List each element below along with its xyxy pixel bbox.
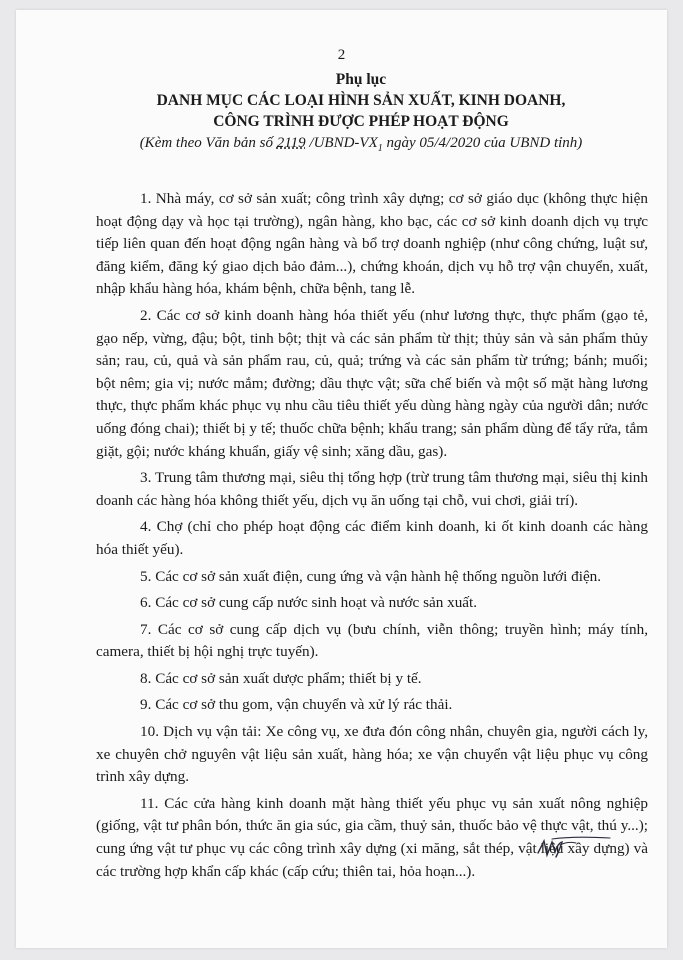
list-item: 5. Các cơ sở sản xuất điện, cung ứng và vận hành hệ thống nguồn lưới điện.: [140, 567, 602, 585]
title-line-1: DANH MỤC CÁC LOẠI HÌNH SẢN XUẤT, KINH DOANH,: [156, 92, 566, 109]
document-body: [96, 188, 648, 885]
signature-mark: [534, 833, 614, 861]
appendix-label: Phụ lục: [335, 71, 387, 88]
document-number: 2119: [276, 135, 306, 151]
page-number: 2: [337, 47, 346, 63]
list-item: 11. Các cửa hàng kinh doanh mặt hàng thiết yếu phục vụ sản xuất nông nghiệp (giống, vật tư phân bón, thức ăn gia súc, gia cầm, thuỷ sản, thuốc bảo vệ thực vật, thú y...); cung ứng vật tư phục vụ các công trình xây dựng (xi măng, sắt thép, vật liệu xây dựng) và các trường hợp khẩn cấp khác (cấp cứu; thiên tai, hỏa hoạn...).: [96, 794, 648, 880]
list-item: 3. Trung tâm thương mại, siêu thị tổng hợp (trừ trung tâm thương mại, siêu thị kinh doanh các hàng hóa không thiết yếu, dịch vụ ăn uống tại chỗ, vui chơi, giải trí).: [96, 469, 648, 509]
list-item: 9. Các cơ sở thu gom, vận chuyển và xử lý rác thải.: [140, 696, 453, 714]
attachment-note: [76, 133, 646, 159]
document-page: [16, 10, 667, 948]
list-item: 7. Các cơ sở cung cấp dịch vụ (bưu chính, viễn thông; truyền hình; máy tính, camera, thiết bị hội nghị trực tuyến).: [96, 620, 648, 661]
document-code: /UBND-VX: [305, 135, 378, 151]
title-line-2: CÔNG TRÌNH ĐƯỢC PHÉP HOẠT ĐỘNG: [213, 113, 509, 130]
document-header: [76, 70, 646, 159]
attachment-prefix: (Kèm theo Văn bản số: [139, 135, 277, 151]
attachment-suffix: ngày 05/4/2020 của UBND tỉnh): [382, 135, 583, 151]
list-item: 10. Dịch vụ vận tải: Xe công vụ, xe đưa đón công nhân, chuyên gia, người cách ly, xe chuyên chở nguyên vật liệu sản xuất, hàng hóa; xe vận chuyển vật liệu phục vụ công trình xây dựng.: [96, 723, 648, 786]
list-item: 8. Các cơ sở sản xuất dược phẩm; thiết bị y tế.: [140, 669, 422, 687]
document-code-subscript: 1: [377, 143, 383, 154]
list-item: 1. Nhà máy, cơ sở sản xuất; công trình xây dựng; cơ sở giáo dục (không thực hiện hoạt động dạy và học tại trường), ngân hàng, kho bạc, các cơ sở kinh doanh dịch vụ trực tiếp liên quan đến hoạt động ngân hàng và bổ trợ doanh nghiệp (như công chứng, luật sư, đăng kiểm, đăng ký giao dịch bảo đảm...), chứng khoán, dịch vụ hỗ trợ vận chuyển, xuất, nhập khẩu hàng hóa, khám bệnh, chữa bệnh, tang lễ.: [96, 190, 648, 298]
list-item: 4. Chợ (chỉ cho phép hoạt động các điểm kinh doanh, ki ốt kinh doanh các hàng hóa thiết yếu).: [96, 518, 648, 558]
list-item: 2. Các cơ sở kinh doanh hàng hóa thiết yếu (như lương thực, thực phẩm (gạo tẻ, gạo nếp, vừng, đậu; bột, tinh bột; thịt và các sản phẩm từ thịt; thủy sản và sản phẩm thủy sản; rau, củ, quả và sản phẩm rau, củ, quả; trứng và các sản phẩm từ trứng; bánh; muối; bột nêm; gia vị; nước mắm; đường; dầu thực vật; sữa chế biến và một số mặt hàng lương thực, thực phẩm khác phục vụ nhu cầu tiêu thiết yếu dùng hàng ngày của người dân; nước uống đóng chai); thiết bị y tế; thuốc chữa bệnh; khẩu trang; sản phẩm dùng để tẩy rửa, tắm giặt, gội; nước kháng khuẩn, giấy vệ sinh; xăng dầu, gas).: [96, 306, 648, 460]
list-item: 6. Các cơ sở cung cấp nước sinh hoạt và nước sản xuất.: [140, 594, 478, 612]
